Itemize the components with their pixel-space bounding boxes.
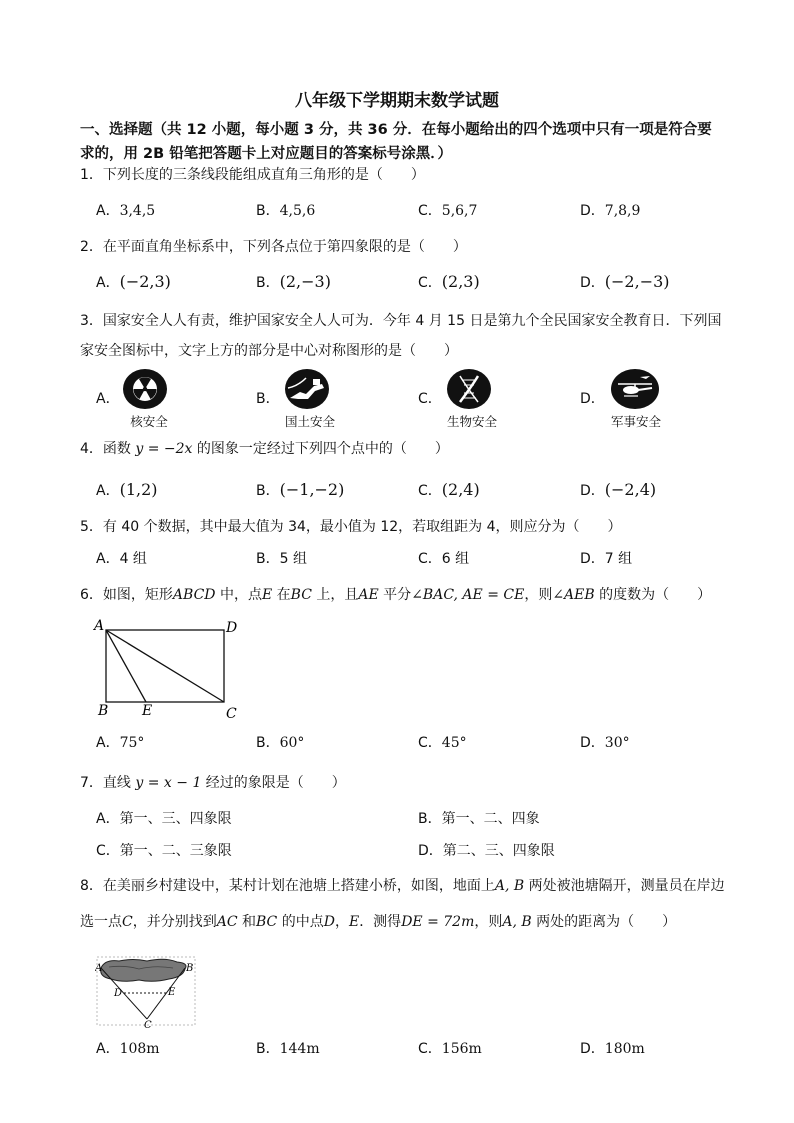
label-c: C: [144, 1020, 152, 1029]
option-b[interactable]: B．(−1,−2): [256, 480, 345, 499]
section-heading-line1: 一、选择题（共 12 小题，每小题 3 分，共 36 分．在每小题给出的四个选项中只有一项是符合要: [80, 122, 712, 138]
option-a[interactable]: A． 核安全: [96, 368, 206, 428]
option-b[interactable]: B．4,5,6: [256, 203, 316, 219]
question-5: [80, 516, 780, 538]
question-3: [80, 306, 780, 366]
label-e: E: [168, 987, 176, 998]
question-4: 4．函数 y = −2x 的图象一定经过下列四个点中的（ ）: [80, 441, 449, 457]
label-d: D: [114, 988, 123, 999]
question-number: 1．: [80, 167, 103, 183]
option-d[interactable]: D．第二、三、四象限: [418, 843, 555, 859]
option-b[interactable]: B． 国土安全: [256, 368, 366, 428]
option-a[interactable]: A．108m: [96, 1041, 160, 1057]
dna-icon: [446, 368, 492, 410]
option-a[interactable]: A．(−2,3): [96, 272, 171, 291]
label-e: E: [142, 703, 153, 719]
option-d[interactable]: D．7 组: [580, 551, 633, 567]
option-b[interactable]: B．60°: [256, 735, 305, 751]
label-b: B: [98, 703, 109, 719]
option-d[interactable]: D． 军事安全: [580, 368, 690, 428]
option-c[interactable]: C．(2,3): [418, 272, 480, 291]
question-7-options-row1: [96, 808, 756, 832]
option-c[interactable]: C．5,6,7: [418, 203, 478, 219]
option-b[interactable]: B．144m: [256, 1041, 320, 1057]
label-d: D: [226, 620, 238, 636]
question-6: 6．如图，矩形ABCD 中，点E 在BC 上，且AE 平分∠BAC, AE = CE，则∠AEB 的度数为（ ）: [80, 587, 712, 603]
question-number: 3．: [80, 313, 103, 329]
option-c[interactable]: C．45°: [418, 735, 467, 751]
question-stem-line1: 国家安全人人有责，维护国家安全人人可为．今年 4 月 15 日是第九个全民国家安全教育日．下列国: [102, 313, 722, 329]
option-d[interactable]: D．180m: [580, 1041, 645, 1057]
question-8-options: [96, 1038, 756, 1062]
question-7-options-row2: [96, 840, 756, 864]
option-a[interactable]: A．3,4,5: [96, 203, 156, 219]
option-a[interactable]: A．75°: [96, 735, 145, 751]
helicopter-icon: [610, 368, 660, 410]
option-a[interactable]: A．(1,2): [96, 480, 158, 499]
great-wall-icon: [284, 368, 330, 410]
question-stem: 下列长度的三条线段能组成直角三角形的是（ ）: [102, 167, 425, 183]
question-7: 7．直线 y = x − 1 经过的象限是（ ）: [80, 775, 346, 791]
question-6-options: [96, 732, 756, 756]
option-d[interactable]: D．30°: [580, 735, 630, 751]
section-heading: [80, 118, 780, 166]
question-stem-line2: 家安全图标中，文字上方的部分是中心对称图形的是（ ）: [80, 343, 458, 359]
pond-figure: [95, 955, 199, 1029]
question-1-options: [96, 200, 756, 224]
section-heading-line2: 求的，用 2B 铅笔把答题卡上对应题目的答案标号涂黑．）: [80, 146, 452, 162]
option-a[interactable]: A．4 组: [96, 551, 147, 567]
page-title: 八年级下学期期末数学试题: [295, 91, 499, 111]
label-b: B: [186, 963, 194, 974]
option-c[interactable]: C．156m: [418, 1041, 482, 1057]
question-2-options: [96, 272, 756, 296]
option-c[interactable]: C．(2,4): [418, 480, 480, 499]
option-d[interactable]: D．(−2,4): [580, 480, 657, 499]
option-a[interactable]: A．第一、三、四象限: [96, 811, 232, 827]
label-a: A: [94, 618, 105, 634]
question-1: [80, 164, 780, 186]
option-c[interactable]: C．第一、二、三象限: [96, 843, 232, 859]
option-b[interactable]: B．第一、二、四象: [418, 811, 540, 827]
question-number: 2．: [80, 239, 103, 255]
question-number: 8．: [80, 878, 103, 894]
nuclear-icon: [122, 368, 168, 410]
question-number: 7．: [80, 775, 103, 791]
option-b[interactable]: B．5 组: [256, 551, 307, 567]
option-c[interactable]: C．6 组: [418, 551, 470, 567]
option-d[interactable]: D．(−2,−3): [580, 272, 670, 291]
option-d[interactable]: D．7,8,9: [580, 203, 641, 219]
function-expression: y = −2x: [135, 441, 193, 457]
question-number: 5．: [80, 519, 103, 535]
question-number: 6．: [80, 587, 103, 603]
option-b[interactable]: B．(2,−3): [256, 272, 331, 291]
question-8: 8．在美丽乡村建设中，某村计划在池塘上搭建小桥，如图，地面上A, B 两处被池塘隔开，测量员在岸边 选一点C，并分别找到AC 和BC 的中点D，E．测得DE = 72m，则A, B 两处的距离为（ ）: [80, 878, 725, 930]
question-stem: 在平面直角坐标系中，下列各点位于第四象限的是（ ）: [102, 239, 467, 255]
question-4-options: [96, 480, 756, 504]
question-number: 4．: [80, 441, 103, 457]
option-c[interactable]: C． 生物安全: [418, 368, 528, 428]
question-2: [80, 236, 780, 258]
question-stem: 有 40 个数据，其中最大值为 34，最小值为 12，若取组距为 4，则应分为（ ）: [102, 519, 622, 535]
label-a: A: [95, 963, 103, 974]
question-5-options: [96, 548, 756, 572]
label-c: C: [226, 706, 237, 720]
rectangle-figure: [92, 614, 252, 720]
line-expression: y = x − 1: [135, 775, 202, 791]
